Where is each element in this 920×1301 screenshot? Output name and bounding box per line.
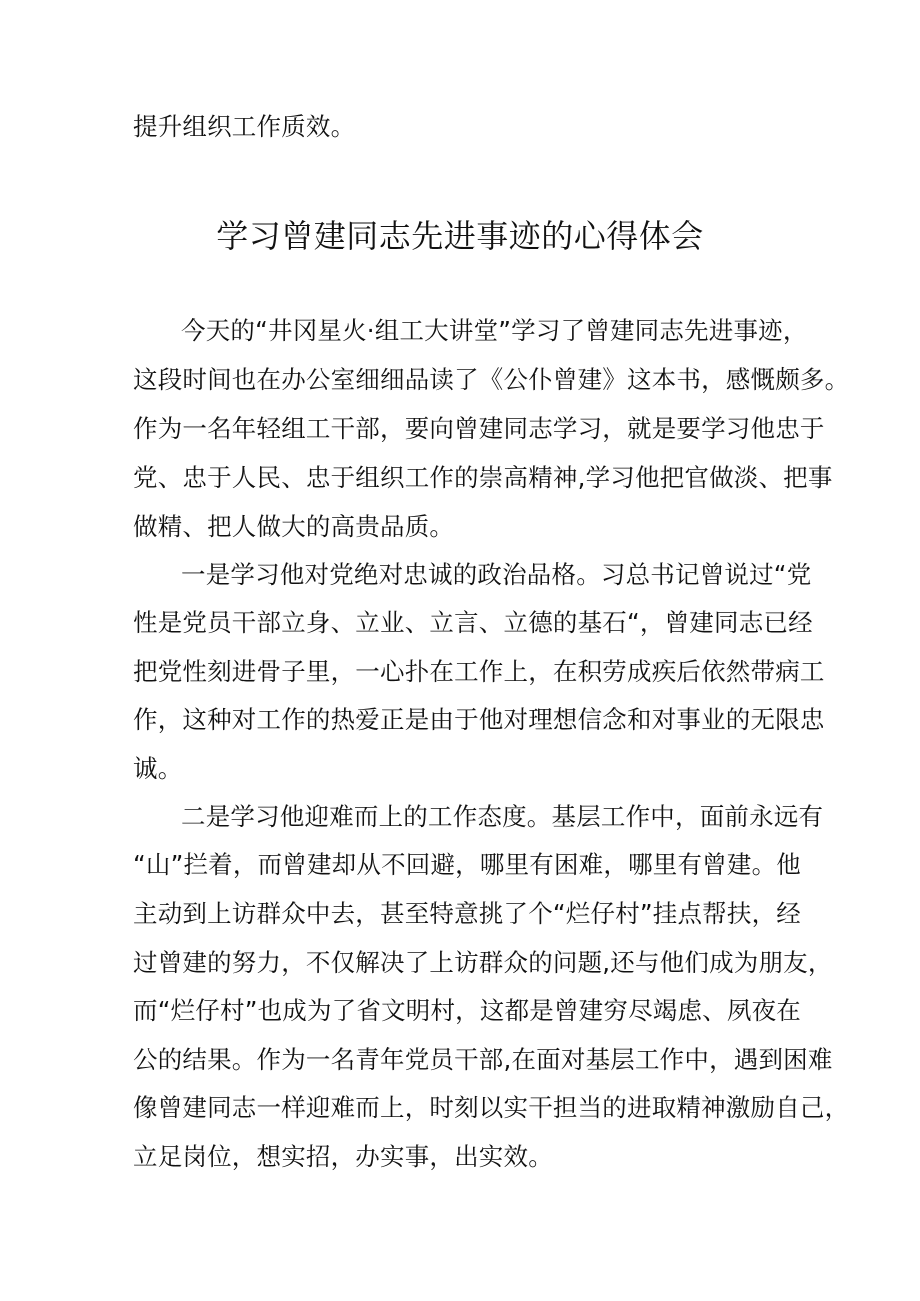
paragraph-line: 过曾建的努力，不仅解决了上访群众的问题,还与他们成为朋友， [133, 948, 833, 977]
document-title: 学习曾建同志先进事迹的心得体会 [216, 217, 704, 255]
paragraph-line: 把党性刻进骨子里，一心扑在工作上，在积劳成疾后依然带病工 [133, 657, 825, 686]
paragraph-line: 像曾建同志一样迎难而上，时刻以实干担当的进取精神激励自己， [133, 1093, 850, 1122]
paragraph-line: 作，这种对工作的热爱正是由于他对理想信念和对事业的无限忠 [133, 705, 825, 734]
paragraph-line: 这段时间也在办公室细细品读了《公仆曾建》这本书，感慨颇多。 [133, 365, 850, 394]
paragraph-line: “山”拦着，而曾建却从不回避，哪里有困难，哪里有曾建。他 [133, 850, 801, 879]
intro-line: 提升组织工作质效。 [133, 112, 356, 141]
paragraph-line: 一是学习他对党绝对忠诚的政治品格。习总书记曾说过“党 [181, 560, 812, 589]
paragraph-line: 公的结果。作为一名青年党员干部,在面对基层工作中，遇到困难 [133, 1045, 833, 1074]
paragraph-line: 主动到上访群众中去，甚至特意挑了个“烂仔村”挂点帮扶，经 [133, 899, 801, 928]
paragraph-line: 立足岗位，想实招，办实事，出实效。 [133, 1142, 553, 1171]
paragraph-line: 做精、把人做大的高贵品质。 [133, 512, 455, 541]
paragraph-line: 诚。 [133, 754, 183, 783]
paragraph-line: 作为一名年轻组工干部，要向曾建同志学习，就是要学习他忠于 [133, 414, 825, 443]
paragraph-line: 性是党员干部立身、立业、立言、立德的基石“，曾建同志已经 [133, 608, 813, 637]
paragraph-line: 二是学习他迎难而上的工作态度。基层工作中，面前永远有 [181, 802, 824, 831]
paragraph-line: 党、忠于人民、忠于组织工作的崇高精神,学习他把官做淡、把事 [133, 463, 833, 492]
paragraph-line: 而“烂仔村”也成为了省文明村，这都是曾建穷尽竭虑、夙夜在 [133, 996, 801, 1025]
paragraph-line: 今天的“井冈星火·组工大讲堂”学习了曾建同志先进事迹， [181, 316, 808, 345]
